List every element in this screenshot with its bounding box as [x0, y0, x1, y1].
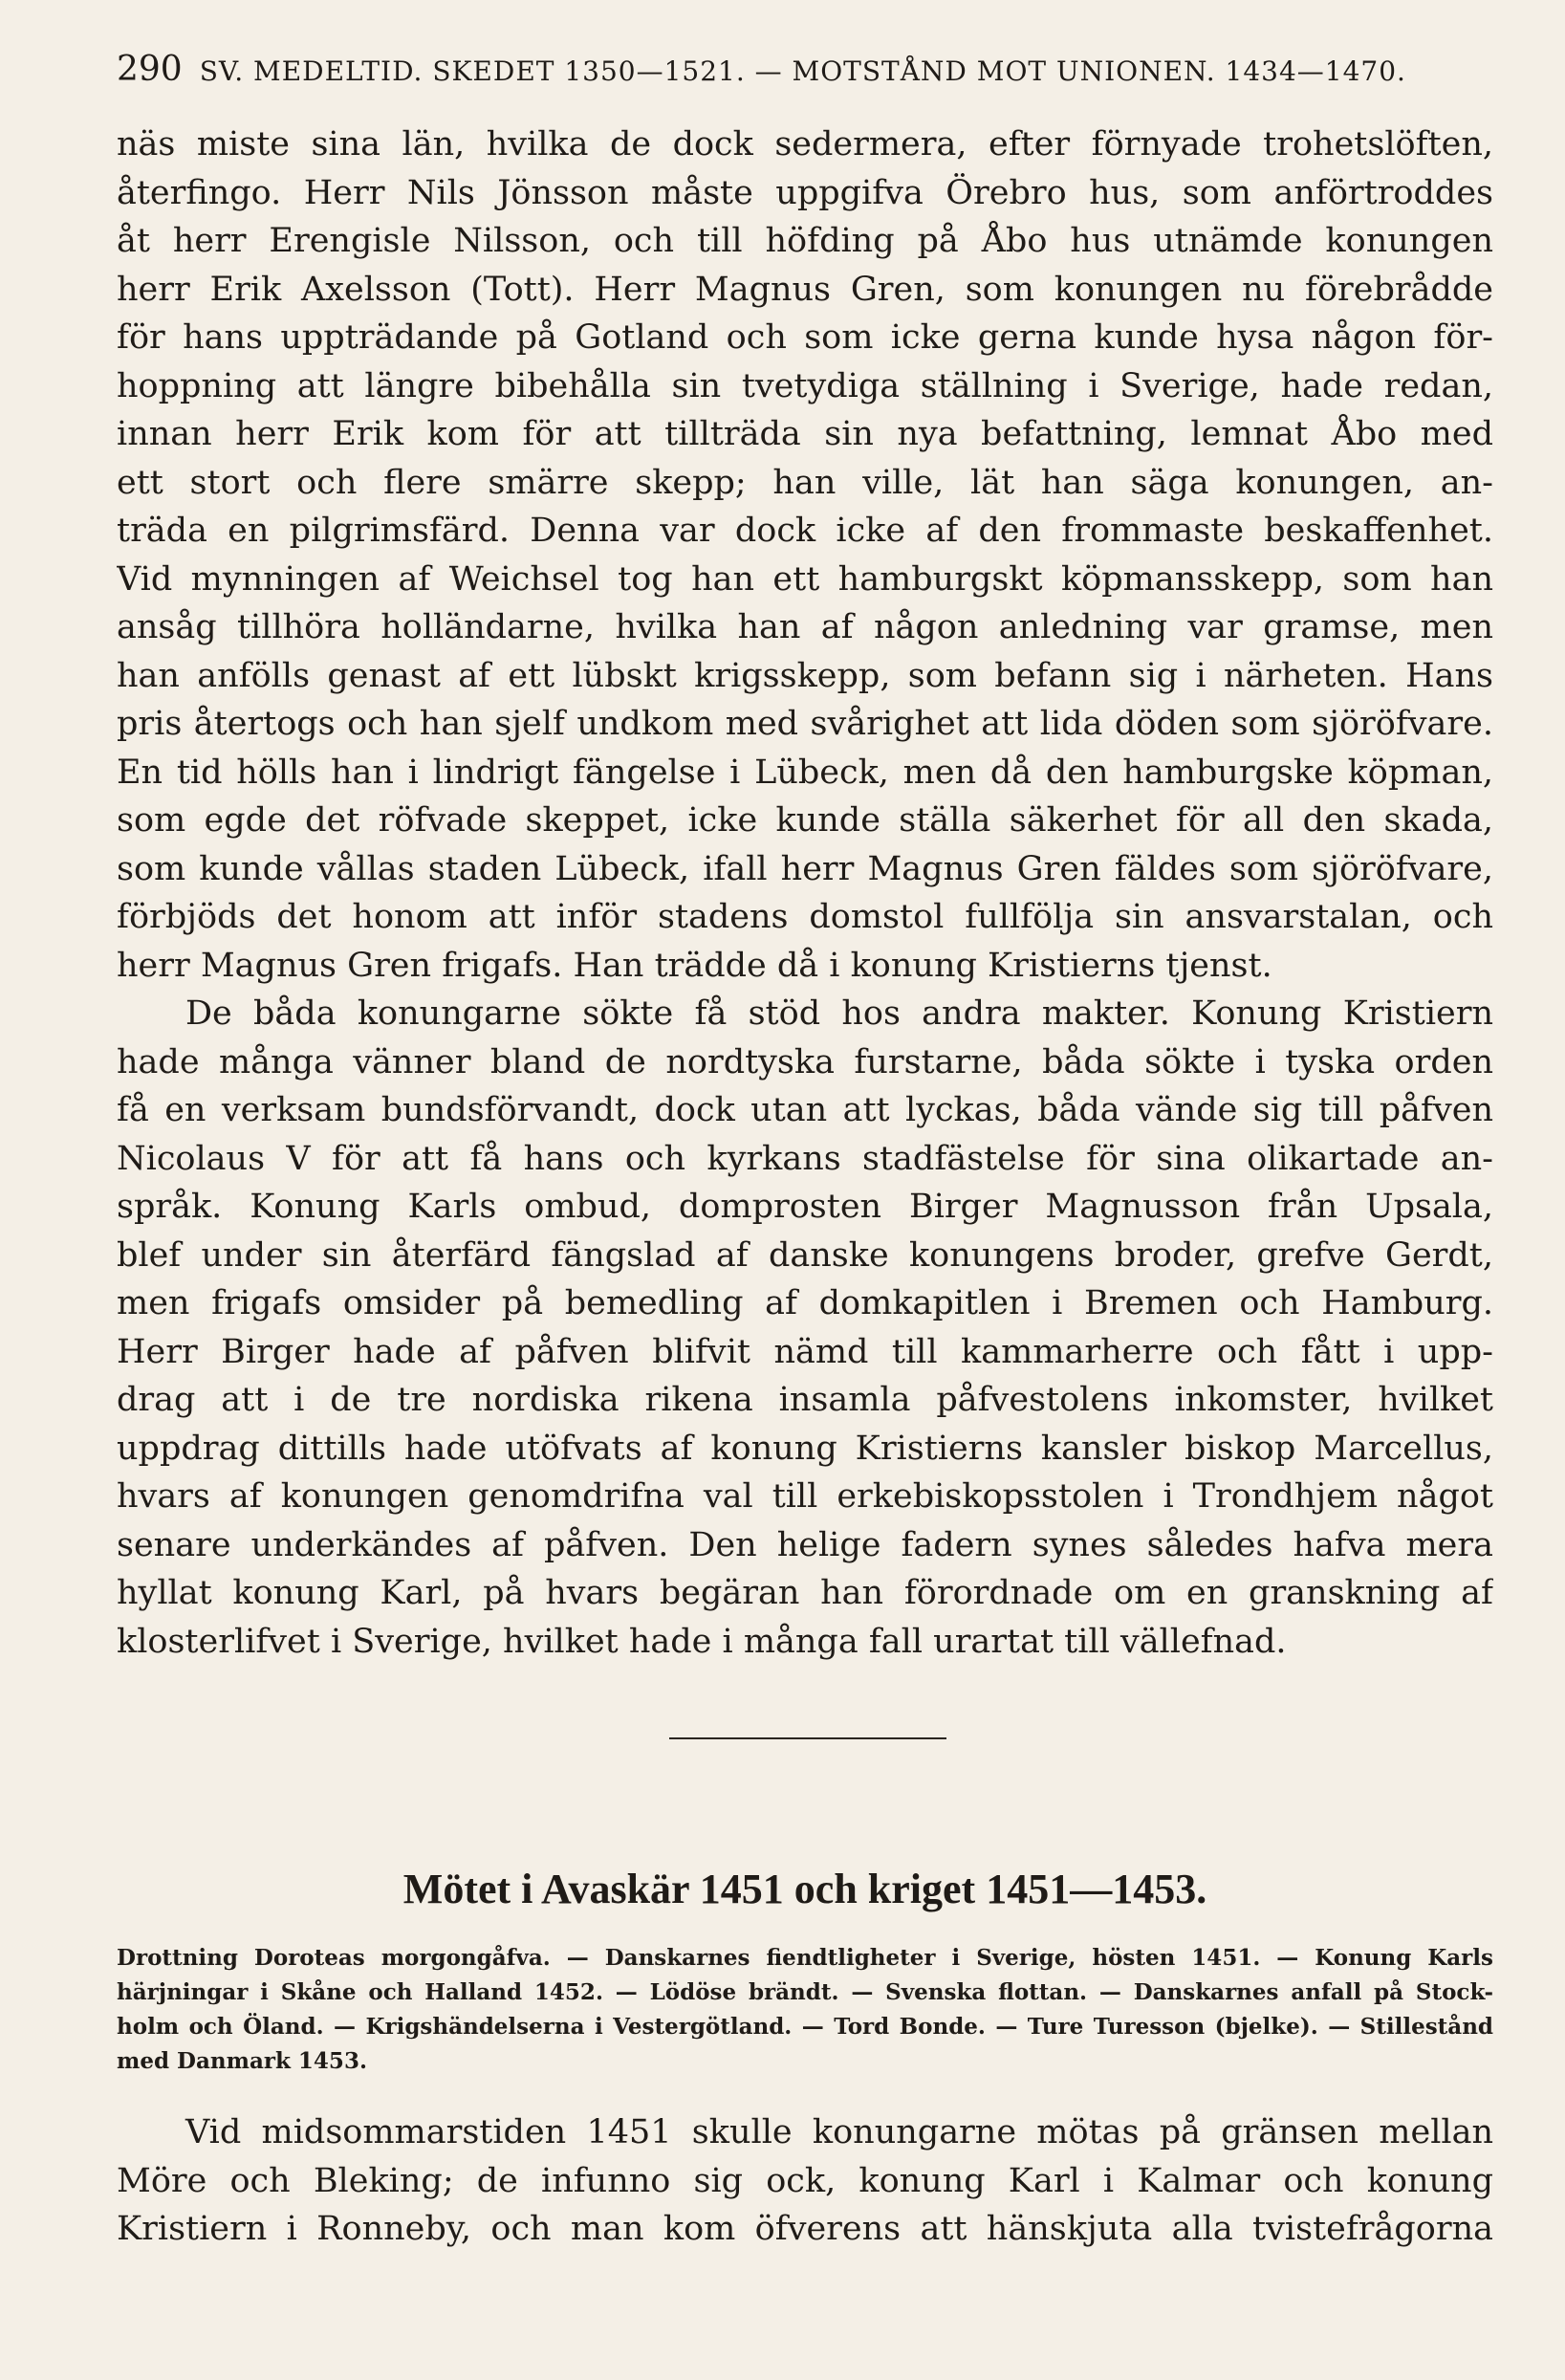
body-line: innan herr Erik kom för att tillträda sin nya befattning, lemnat Åbo med [117, 415, 1493, 453]
body-line: De båda konungarne sökte få stöd hos andra makter. Konung Kristiern [185, 994, 1493, 1033]
body-line: åt herr Erengisle Nilsson, och till höfding på Åbo hus utnämde konungen [117, 222, 1493, 260]
body-line: senare underkändes af påfven. Den helige fadern synes således hafva mera [117, 1525, 1493, 1564]
running-head-title: SV. MEDELTID. SKEDET 1350—1521. — MOTSTÅND MOT UNIONEN. 1434—1470. [199, 55, 1406, 87]
body-line: Kristiern i Ronneby, och man kom öfverens att hänskjuta alla tvistefrågorna [117, 2210, 1493, 2248]
body-line: hyllat konung Karl, på hvars begäran han förordnade om en granskning af [117, 1574, 1493, 1612]
body-line: förbjöds det honom att inför stadens domstol fullfölja sin ansvarstalan, och [117, 898, 1493, 936]
summary-line: med Danmark 1453. [117, 2048, 367, 2074]
page-number: 290 [117, 50, 183, 89]
body-line: herr Erik Axelsson (Tott). Herr Magnus Gren, som konungen nu förebrådde [117, 270, 1493, 309]
body-line: få en verksam bundsförvandt, dock utan att lyckas, båda vände sig till påfven [117, 1091, 1493, 1129]
body-line: som kunde vållas staden Lübeck, ifall herr Magnus Gren fäldes som sjöröfvare, [117, 849, 1493, 888]
body-line: språk. Konung Karls ombud, domprosten Birger Magnusson från Upsala, [117, 1188, 1493, 1226]
section-title: Mötet i Avaskär 1451 och kriget 1451—1453. [402, 1866, 1207, 1912]
body-line: drag att i de tre nordiska rikena insamla påfvestolens inkomster, hvilket [117, 1381, 1493, 1419]
summary-line: Drottning Doroteas morgongåfva. — Danskarnes fiendtligheter i Sverige, hösten 1451. — Konung Karls [117, 1945, 1493, 1971]
section-summary [117, 1941, 1493, 2079]
body-line: uppdrag dittills hade utöfvats af konung Kristierns kansler biskop Marcellus, [117, 1429, 1493, 1468]
body-line: som egde det röfvade skeppet, icke kunde ställa säkerhet för all den skada, [117, 801, 1493, 840]
body-line: han anfölls genast af ett lübskt krigsskepp, som befann sig i närheten. Hans [117, 656, 1493, 695]
body-line: hvars af konungen genomdrifna val till erkebiskopsstolen i Trondhjem något [117, 1477, 1493, 1516]
section-divider [669, 1737, 946, 1739]
body-line: pris återtogs och han sjelf undkom med svårighet att lida döden som sjöröfvare. [117, 705, 1493, 743]
section-body-text [117, 2108, 1493, 2254]
body-line: Herr Birger hade af påfven blifvit nämd till kammarherre och fått i upp- [117, 1332, 1493, 1371]
body-line: men frigafs omsider på bemedling af domkapitlen i Bremen och Hamburg. [117, 1284, 1493, 1322]
body-line: Vid midsommarstiden 1451 skulle konungarne mötas på gränsen mellan [185, 2113, 1493, 2151]
body-line: återfingo. Herr Nils Jönsson måste uppgifva Örebro hus, som anförtroddes [117, 173, 1493, 212]
body-line: ansåg tillhöra holländarne, hvilka han af någon anledning var gramse, men [117, 608, 1493, 646]
running-head [117, 50, 1493, 89]
body-line: näs miste sina län, hvilka de dock sedermera, efter förnyade trohetslöften, [117, 125, 1493, 164]
body-line: herr Magnus Gren frigafs. Han trädde då i konung Kristierns tjenst. [117, 946, 1272, 985]
body-line: träda en pilgrimsfärd. Denna var dock icke af den frommaste beskaffenhet. [117, 512, 1493, 550]
body-line: En tid hölls han i lindrigt fängelse i Lübeck, men då den hamburgske köpman, [117, 753, 1493, 792]
body-line: Möre och Bleking; de infunno sig ock, konung Karl i Kalmar och konung [117, 2161, 1493, 2200]
summary-line: härjningar i Skåne och Halland 1452. — Lödöse brändt. — Svenska flottan. — Danskarnes anfall på Stock- [117, 1979, 1493, 2005]
body-line: Nicolaus V för att få hans och kyrkans stadfästelse för sina olikartade an- [117, 1139, 1493, 1178]
body-line: blef under sin återfärd fängslad af danske konungens broder, grefve Gerdt, [117, 1235, 1493, 1275]
body-line: hade många vänner bland de nordtyska furstarne, båda sökte i tyska orden [117, 1042, 1493, 1081]
body-line: ett stort och flere smärre skepp; han ville, lät han säga konungen, an- [117, 463, 1493, 502]
body-line: hoppning att längre bibehålla sin tvetydiga ställning i Sverige, hade redan, [117, 366, 1493, 405]
body-line: för hans uppträdande på Gotland och som icke gerna kunde hysa någon för- [117, 318, 1493, 357]
body-text [117, 120, 1493, 1666]
body-line: Vid mynningen af Weichsel tog han ett hamburgskt köpmansskepp, som han [117, 559, 1493, 599]
body-line: klosterlifvet i Sverige, hvilket hade i många fall urartat till vällefnad. [117, 1622, 1287, 1661]
summary-line: holm och Öland. — Krigshändelserna i Vestergötland. — Tord Bonde. — Ture Turesson (bjelke). — Stillestånd [117, 2014, 1493, 2040]
